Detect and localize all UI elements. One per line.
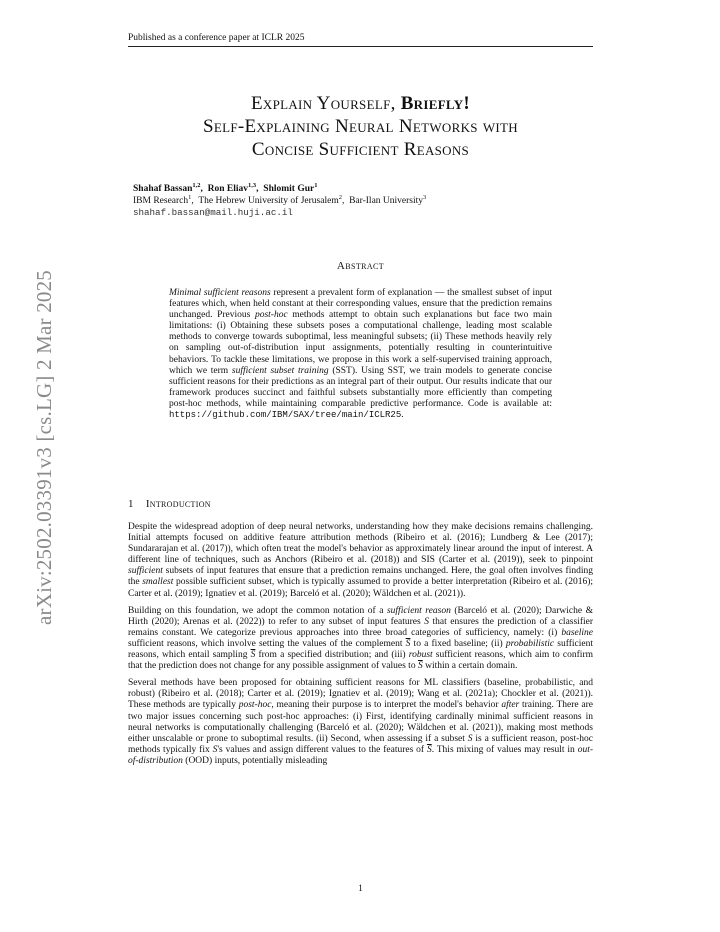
text-segment: sufficient reasons, which aim to confirm that the prediction does not change for any possible assignment of values to: [128, 650, 593, 672]
author-1: Shahaf Bassan: [133, 184, 193, 194]
author-1-affil: 1,2: [192, 181, 201, 189]
affiliation-2-sup: 2: [338, 193, 342, 201]
abstract-segment: (SST). Using SST, we train models to generate concise sufficient reasons for their predictions as an integral part of their output. Our results indicate that our framework produces succinct and faithful subsets substantially more efficiently than competing post-hoc methods, while maintaining comparable predictive performance. Code is available at:: [169, 365, 552, 409]
abstract-segment: methods attempt to obtain such explanations but face two main limitations: (i) Obtaining these subsets poses a computational challenge, leading most scalable methods to converge towards suboptimal, less meaningful subsets; (ii) These methods heavily rely on sampling out-of-distribution input assignments, potentially resulting in counterintuitive behaviors. To tackle these limitations, we propose in this work a self-supervised training approach, which we term: [169, 310, 552, 376]
text-segment: Despite the widespread adoption of deep neural networks, understanding how they make decisions remains challenging. Initial attempts focused on additive feature attribution methods (Ribeiro et al. (2016); Lundberg & Lee (2017); Sundararajan et al. (2017)), which often treat the model's behavior as approximately linear around the input of interest. A different line of techniques, such as Anchors (Ribeiro et al. (2018)) and SIS (Carter et al. (2019)), seek to pinpoint: [128, 522, 593, 566]
abstract-heading: Abstract: [336, 260, 385, 272]
section-title: Introduction: [145, 498, 211, 510]
author-3-affil: 1: [314, 181, 318, 189]
text-emph: probabilistic: [505, 638, 555, 649]
header-rule: [128, 46, 593, 47]
title-line-1: [128, 92, 593, 115]
author-email[interactable]: shahaf.bassan@mail.huji.ac.il: [133, 207, 293, 218]
affiliation-1: IBM Research: [133, 195, 189, 206]
math-symbol: S: [424, 616, 429, 627]
intro-paragraph-3: [128, 678, 593, 767]
text-segment: is a sufficient reason, post-hoc methods typically fix: [128, 733, 593, 755]
affiliation-2: The Hebrew University of Jerusalem: [198, 195, 339, 206]
math-symbol-complement: $\overline{S}$: [426, 744, 432, 755]
text-segment: Several methods have been proposed for obtaining sufficient reasons for ML classifiers (baseline, probabilistic, and robust) (Ribeiro et al. (2018); Carter et al. (2019); Ignatiev et al. (2019); Wang et al. (2021a); Chockler et al. (2021)). These methods are typically: [128, 678, 593, 711]
text-segment: to a fixed baseline; (ii): [410, 638, 506, 649]
text-segment: (OOD) inputs, potentially misleading: [182, 755, 328, 766]
text-segment: . This mixing of values may result in: [431, 744, 578, 755]
title-part-b: Briefly!: [400, 93, 471, 114]
abstract-segment: .: [401, 410, 404, 421]
math-symbol: S: [467, 733, 473, 744]
arxiv-identifier[interactable]: arXiv:2502.03391v3 [cs.LG] 2 Mar 2025: [32, 269, 56, 625]
title-line-3: Concise Sufficient Reasons: [251, 139, 470, 160]
text-segment: Building on this foundation, we adopt the common notation of a: [128, 605, 387, 616]
text-segment: that ensures the prediction of a classifier remains constant. We categorize previous approaches into three broad categories of sufficiency, namely: (i): [128, 616, 594, 638]
affiliation-3-sup: 3: [423, 193, 427, 201]
code-url-link[interactable]: https://github.com/IBM/SAX/tree/main/ICLR25: [169, 410, 402, 421]
math-symbol: S: [212, 744, 218, 755]
title-part-a: Explain Yourself,: [250, 93, 401, 114]
text-segment: from a specified distribution; and (iii): [255, 650, 409, 661]
section-number: 1: [128, 498, 134, 510]
page-number: 1: [358, 884, 363, 894]
text-segment: subsets of input features that ensure that a prediction remains unchanged. Here, the goal often involves finding the: [128, 566, 593, 588]
text-segment: training. There are two major issues concerning such post-hoc approaches: (i) First, identifying cardinally minimal sufficient reasons in neural networks is computationally challenging (Barceló et al. (2020); Wäldchen et al. (2021)), making most methods either unscalable or prone to suboptimal results. (ii) Second, when assessing if a subset: [128, 700, 593, 744]
affiliation-3: Bar-Ilan University: [349, 195, 424, 206]
author-block: [133, 181, 427, 219]
affiliation-1-sup: 1: [188, 193, 192, 201]
abstract-emph: sufficient subset training: [231, 365, 329, 376]
abstract-emph: Minimal sufficient reasons: [169, 288, 271, 298]
text-emph: smallest: [142, 577, 174, 588]
text-segment: possible sufficient subset, which is typically assumed to provide a better interpretation (Ribeiro et al. (2016); Carter et al. (2019); Ignatiev et al. (2019); Barceló et al. (2020); Wäldchen et al. (2021)).: [128, 577, 593, 599]
math-symbol-complement: $\overline{S}$: [405, 638, 411, 649]
abstract-emph: post-hoc: [254, 310, 288, 321]
text-segment: 's values and assign different values to the features of: [217, 744, 427, 755]
text-segment: sufficient reasons, which involve setting the values of the complement: [128, 638, 406, 649]
introduction-body: [128, 522, 593, 773]
text-emph: post-hoc: [238, 700, 272, 711]
text-emph: after: [501, 700, 520, 711]
text-emph: baseline: [561, 627, 593, 638]
author-names: Shahaf Bassan$^{1,2}$, Ron Eliav$^{1,3}$, Shlomit Gur$^1$: [133, 181, 318, 194]
math-symbol-complement: $\overline{S}$: [417, 661, 423, 672]
section-heading: [128, 498, 211, 510]
conference-note: Published as a conference paper at ICLR 2025: [128, 33, 305, 43]
text-segment: (Barceló et al. (2020); Darwiche & Hirth (2020); Arenas et al. (2022)) to refer to any subset of input features: [128, 605, 593, 627]
text-segment: sufficient reasons, which entail sampling: [128, 638, 593, 661]
author-2: Ron Eliav: [207, 184, 249, 194]
title-line-2: Self-Explaining Neural Networks with: [203, 116, 518, 137]
author-2-affil: 1,3: [248, 181, 257, 189]
abstract-segment: represent a prevalent form of explanation — the smallest subset of input features which, when held constant at their corresponding values, ensure that the prediction remains unchanged. Previous: [169, 288, 552, 321]
intro-paragraph-1: [128, 522, 593, 600]
text-emph: sufficient reason: [386, 605, 451, 616]
affiliations: IBM Research$^1$, The Hebrew University of Jerusalem$^2$, Bar-Ilan University$^3$: [133, 193, 427, 206]
text-emph: out-of-distribution: [128, 744, 593, 766]
author-3: Shlomit Gur: [263, 184, 315, 194]
intro-paragraph-2: [128, 606, 593, 673]
math-symbol-complement: $\overline{S}$: [250, 650, 256, 661]
abstract-text: [169, 288, 552, 421]
paper-title: [128, 92, 593, 161]
text-segment: , meaning their purpose is to interpret the model's behavior: [271, 700, 502, 711]
text-emph: sufficient: [128, 566, 163, 577]
text-segment: within a certain domain.: [422, 661, 518, 672]
text-emph: robust: [408, 650, 433, 661]
